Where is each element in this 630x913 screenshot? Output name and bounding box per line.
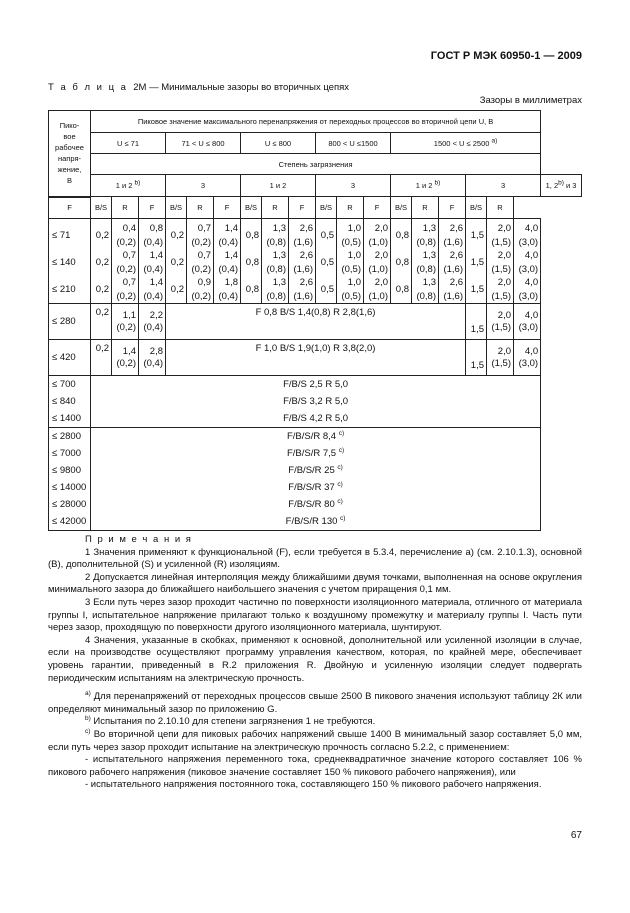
sub-header: R [262,197,289,219]
sub-header: B/S [166,197,187,219]
cell: 2,0 (1,0) 2,0 (1,0) 2,0 (1,0) [364,219,391,304]
degree-header: 1, 2$^{b)}$ и 3 [541,175,582,197]
cell: 2,6 (1,6) 2,6 (1,6) 2,6 (1,6) [439,219,466,304]
merged-value: F/B/S 2,5 R 5,0 F/B/S 3,2 R 5,0 F/B/S 4,2 R 5,0 [91,376,541,428]
sub-header: F [364,197,391,219]
range-header: U ≤ 800 [241,133,316,154]
note-2: 2 Допускается линейная интерполяция между ближайшими двумя точками, выполненная на основе округления минимального зазора до ближайшего наибольшего значения с учетом приращения 0,1 мм. [48,571,582,596]
sub-header: R [337,197,364,219]
degree-header: 1 и 2 $^{b)}$ [391,175,466,197]
degree-header: 3 [316,175,391,197]
degree-header: 3 [166,175,241,197]
merged-value: F/B/S/R 8,4 $^{c)}$ F/B/S/R 7,5 $^{c)}$ F/B/S/R 25 $^{c)}$ F/B/S/R 37 $^{c)}$ F/B/S/R 80 $^{c)}$ F/B/S/R 130 $^{c)}$ [91,428,541,531]
degree-header: 1 и 2 $^{b)}$ [91,175,166,197]
sub-header: B/S [241,197,262,219]
table-caption-text: 2М — Минимальные зазоры во вторичных цепях [133,82,349,93]
footnote-a: $^{a)}$ Для перенапряжений от переходных процессов свыше 2500 В пикового значения используют таблицу 2К или определяют минимальный зазор по приложению G. [48,689,582,715]
footnote-c: $^{c)}$ Во вторичной цепи для пиковых рабочих напряжений свыше 1400 В минимальный зазор составляет 5,0 мм, если путь через зазор проходит испытание на электрическую прочность согласно 5.2.2, с применением: [48,727,582,753]
cell: 0,2 0,2 0,2 [166,219,187,304]
table-row: ≤ 71 ≤ 140 ≤ 210 0,2 0,2 0,2 0,4 (0,2) 0,7 (0,2) 0,7 (0,2) 0,8 (0,4) 1,4 (0,4) 1,4 (0,4) 0,2 0,2 0,2 0,7 (0,2) 0,7 (0,2) 0,9 (0,2) 1,4 (0,4) 1,4 (0,4) 1,8 (0,4) 0,8 0,8 0,8 1,3 (0,8) 1,3 (0,8) 1,3 (0,8) 2,6 (1,6) 2,6 (1,6) 2,6 (1,6) 0,5 0,5 0,5 1,0 (0,5) 1,0 (0,5) 1,0 (0,5) 2,0 (1,0) 2,0 (1,0) 2,0 (1,0) 0,8 0,8 0,8 1,3 (0,8) 1,3 (0,8) 1,3 (0,8) 2,6 (1,6) 2,6 (1,6) 2,6 (1,6) 1,5 1,5 1,5 2,0 (1,5) 2,0 (1,5) 2,0 (1,5) 4,0 (3,0) 4,0 (3,0) 4,0 (3,0) [49,219,582,304]
sub-header: F [214,197,241,219]
cell: 0,4 (0,2) 0,7 (0,2) 0,7 (0,2) [112,219,139,304]
pollution-header: Степень загрязнения [91,154,541,175]
sub-header: B/S [391,197,412,219]
footnote-c-dash-1: - испытательного напряжения переменного тока, среднеквадратичное значение которого составляет 106 % пикового рабочего напряжения (пиковое значение составляет 150 % пикового рабочего напряжения), или [48,754,582,778]
document-standard-header: ГОСТ Р МЭК 60950-1 — 2009 [430,50,582,62]
cell: 1,4 (0,4) 1,4 (0,4) 1,8 (0,4) [214,219,241,304]
notes-title: П р и м е ч а н и я [85,534,193,545]
sub-header: B/S [316,197,337,219]
sub-header: F [139,197,166,219]
sub-header: R [187,197,214,219]
footnote-b: $^{b)}$ Испытания по 2.10.10 для степени загрязнения 1 не требуются. [85,715,376,728]
cell: 1,3 (0,8) 1,3 (0,8) 1,3 (0,8) [262,219,289,304]
note-1: 1 Значения применяют к функциональной (F), если требуется в 5.3.4, перечисление а) (см. 2.10.1.3), основной (B), дополнительной (S) и усиленной (R) изоляциям. [48,546,582,571]
units-label: Зазоры в миллиметрах [479,95,582,106]
cell: 0,2 0,2 0,2 [91,219,112,304]
cell: 2,6 (1,6) 2,6 (1,6) 2,6 (1,6) [289,219,316,304]
sub-header: B/S [91,197,112,219]
cell: 1,3 (0,8) 1,3 (0,8) 1,3 (0,8) [412,219,439,304]
range-header: U ≤ 71 [91,133,166,154]
cell: 2,0 (1,5) 2,0 (1,5) 2,0 (1,5) [487,219,514,304]
table-caption-label: Т а б л и ц а [48,82,128,93]
sub-header: R [112,197,139,219]
merged-value: F 0,8 B/S 1,4(0,8) R 2,8(1,6) [166,304,466,340]
notes-block [48,534,582,792]
table-caption [48,82,349,93]
sub-header-row [49,197,582,219]
table-row: ≤ 280 0,2 1,1 (0,2) 2,2 (0,4) F 0,8 B/S 1,4(0,8) R 2,8(1,6) 1,5 2,0 (1,5) 4,0 (3,0) [49,304,582,340]
cell: 0,8 0,8 0,8 [241,219,262,304]
cell: 0,7 (0,2) 0,7 (0,2) 0,9 (0,2) [187,219,214,304]
cell: 0,8 (0,4) 1,4 (0,4) 1,4 (0,4) [139,219,166,304]
cell: 4,0 (3,0) 4,0 (3,0) 4,0 (3,0) [514,219,541,304]
span-header: Пиковое значение максимального перенапряжения от переходных процессов во вторичной цепи U, В [91,111,541,133]
corner-header: Пико- вое рабочее напря- жение, В [49,111,91,197]
table-row: ≤ 700 ≤ 840 ≤ 1400 F/B/S 2,5 R 5,0 F/B/S 3,2 R 5,0 F/B/S 4,2 R 5,0 [49,376,582,428]
sub-header: F [439,197,466,219]
clearance-table [48,110,582,531]
cell: 0,8 0,8 0,8 [391,219,412,304]
range-header: 800 < U ≤1500 [316,133,391,154]
sub-header: F [289,197,316,219]
cell: 1,0 (0,5) 1,0 (0,5) 1,0 (0,5) [337,219,364,304]
page-number: 67 [570,830,582,841]
degree-header: 3 [466,175,541,197]
sub-header: F [49,197,91,219]
range-header: 1500 < U ≤ 2500 $^{a)}$ [391,133,541,154]
cell: 1,5 1,5 1,5 [466,219,487,304]
note-4: 4 Значения, указанные в скобках, применяют к основной, дополнительной или усиленной изоляции в случае, если на производстве осуществляют программу управления качеством, которая, по крайней мере, обеспечивает уровень гарантии, приведенный в R.2 приложения R. Двойную и усиленную изоляции следует подвергать периодическим испытаниям на электрическую прочность. [48,634,582,684]
sub-header: R [487,197,514,219]
cell: 0,5 0,5 0,5 [316,219,337,304]
range-header: 71 < U ≤ 800 [166,133,241,154]
table-row: ≤ 420 0,2 1,4 (0,2) 2,8 (0,4) F 1,0 B/S 1,9(1,0) R 3,8(2,0) 1,5 2,0 (1,5) 4,0 (3,0) [49,340,582,376]
sub-header: R [412,197,439,219]
degree-header: 1 и 2 [241,175,316,197]
table-row: ≤ 2800 ≤ 7000 ≤ 9800 ≤ 14000 ≤ 28000 ≤ 42000 F/B/S/R 8,4 $^{c)}$ F/B/S/R 7,5 $^{c)}$ F/B/S/R 25 $^{c)}$ F/B/S/R 37 $^{c)}$ F/B/S/R 80 $^{c)}$ F/B/S/R 130 $^{c)}$ [49,428,582,531]
note-3: 3 Если путь через зазор проходит частично по поверхности изоляционного материала, отличного от материала группы I, испытательное напряжение прилагают только к воздушному промежутку и материалу группы I. Часть пути через зазор, проходящую по поверхности другого изоляционного материала, шунтируют. [48,596,582,634]
footnote-c-dash-2: - испытательного напряжения постоянного тока, составляющего 150 % пикового рабочего напряжения. [85,779,542,791]
sub-header: B/S [466,197,487,219]
merged-value: F 1,0 B/S 1,9(1,0) R 3,8(2,0) [166,340,466,376]
